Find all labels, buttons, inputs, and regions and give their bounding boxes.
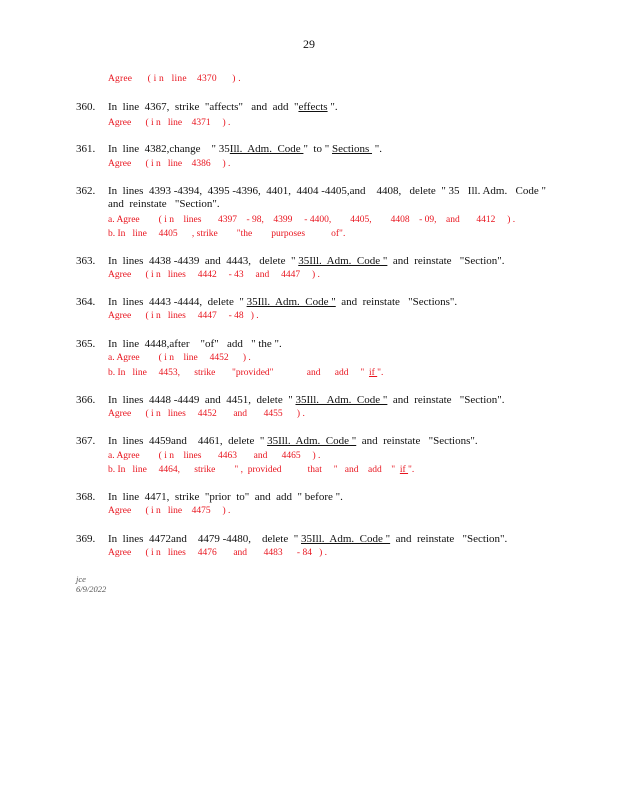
item-note-b: b. In line 4464, strike " , provided that " and add " if ". <box>108 465 415 475</box>
page-number: 29 <box>303 37 315 51</box>
item-text: In lines 4443 -4444, delete " 35Ill. Adm. Code " and reinstate "Sections". <box>108 296 458 308</box>
item-number: 362. <box>76 185 96 197</box>
top-note: Agree ( i n line 4370 ) . <box>108 74 241 84</box>
item-note-b: b. In line 4453, strike "provided" and add " if ". <box>108 368 384 378</box>
item-text: In line 4367, strike "affects" and add "effects ". <box>108 101 338 113</box>
item-text: In lines 4448 -4449 and 4451, delete " 35Ill. Adm. Code " and reinstate "Section". <box>108 394 505 406</box>
item-text: In line 4382,change " 35Ill. Adm. Code " to " Sections ". <box>108 143 383 155</box>
footer <box>76 574 106 594</box>
item-note-a: a. Agree ( i n line 4452 ) . <box>108 353 251 363</box>
item-note: Agree ( i n line 4371 ) . <box>108 118 231 128</box>
item-number: 364. <box>76 296 96 308</box>
item-number: 360. <box>76 101 96 113</box>
item-note: Agree ( i n lines 4447 - 48 ) . <box>108 311 259 321</box>
item-text: In lines 4459and 4461, delete " 35Ill. Adm. Code " and reinstate "Sections". <box>108 435 478 447</box>
item-number: 363. <box>76 255 96 267</box>
item-text: In line 4471, strike "prior to" and add " before ". <box>108 491 343 503</box>
item-note-a: a. Agree ( i n lines 4397 - 98, 4399 - 4400, 4405, 4408 - 09, and 4412 ) . <box>108 215 516 225</box>
item-note: Agree ( i n lines 4452 and 4455 ) . <box>108 409 305 419</box>
item-text: In lines 4472and 4479 -4480, delete " 35Ill. Adm. Code " and reinstate "Section". <box>108 533 508 545</box>
item-text: In lines 4393 -4394, 4395 -4396, 4401, 4404 -4405,and 4408, delete " 35 Ill. Adm. Code " <box>108 185 546 197</box>
item-text-line2: and reinstate "Section". <box>108 198 220 210</box>
item-number: 367. <box>76 435 96 447</box>
item-number: 361. <box>76 143 96 155</box>
footer-date: 6/9/2022 <box>76 584 107 594</box>
item-note: Agree ( i n lines 4442 - 43 and 4447 ) . <box>108 270 320 280</box>
item-note: Agree ( i n line 4475 ) . <box>108 506 231 516</box>
item-text: In lines 4438 -4439 and 4443, delete " 35Ill. Adm. Code " and reinstate "Section". <box>108 255 505 267</box>
item-number: 366. <box>76 394 96 406</box>
footer-initials: jce <box>76 574 86 584</box>
item-note-b: b. In line 4405 , strike "the purposes of". <box>108 229 346 239</box>
item-text: In line 4448,after "of" add " the ". <box>108 338 282 350</box>
item-note: Agree ( i n line 4386 ) . <box>108 159 231 169</box>
item-number: 368. <box>76 491 96 503</box>
item-note-a: a. Agree ( i n lines 4463 and 4465 ) . <box>108 451 321 461</box>
item-note: Agree ( i n lines 4476 and 4483 - 84 ) . <box>108 548 327 558</box>
item-number: 369. <box>76 533 96 545</box>
item-number: 365. <box>76 338 96 350</box>
